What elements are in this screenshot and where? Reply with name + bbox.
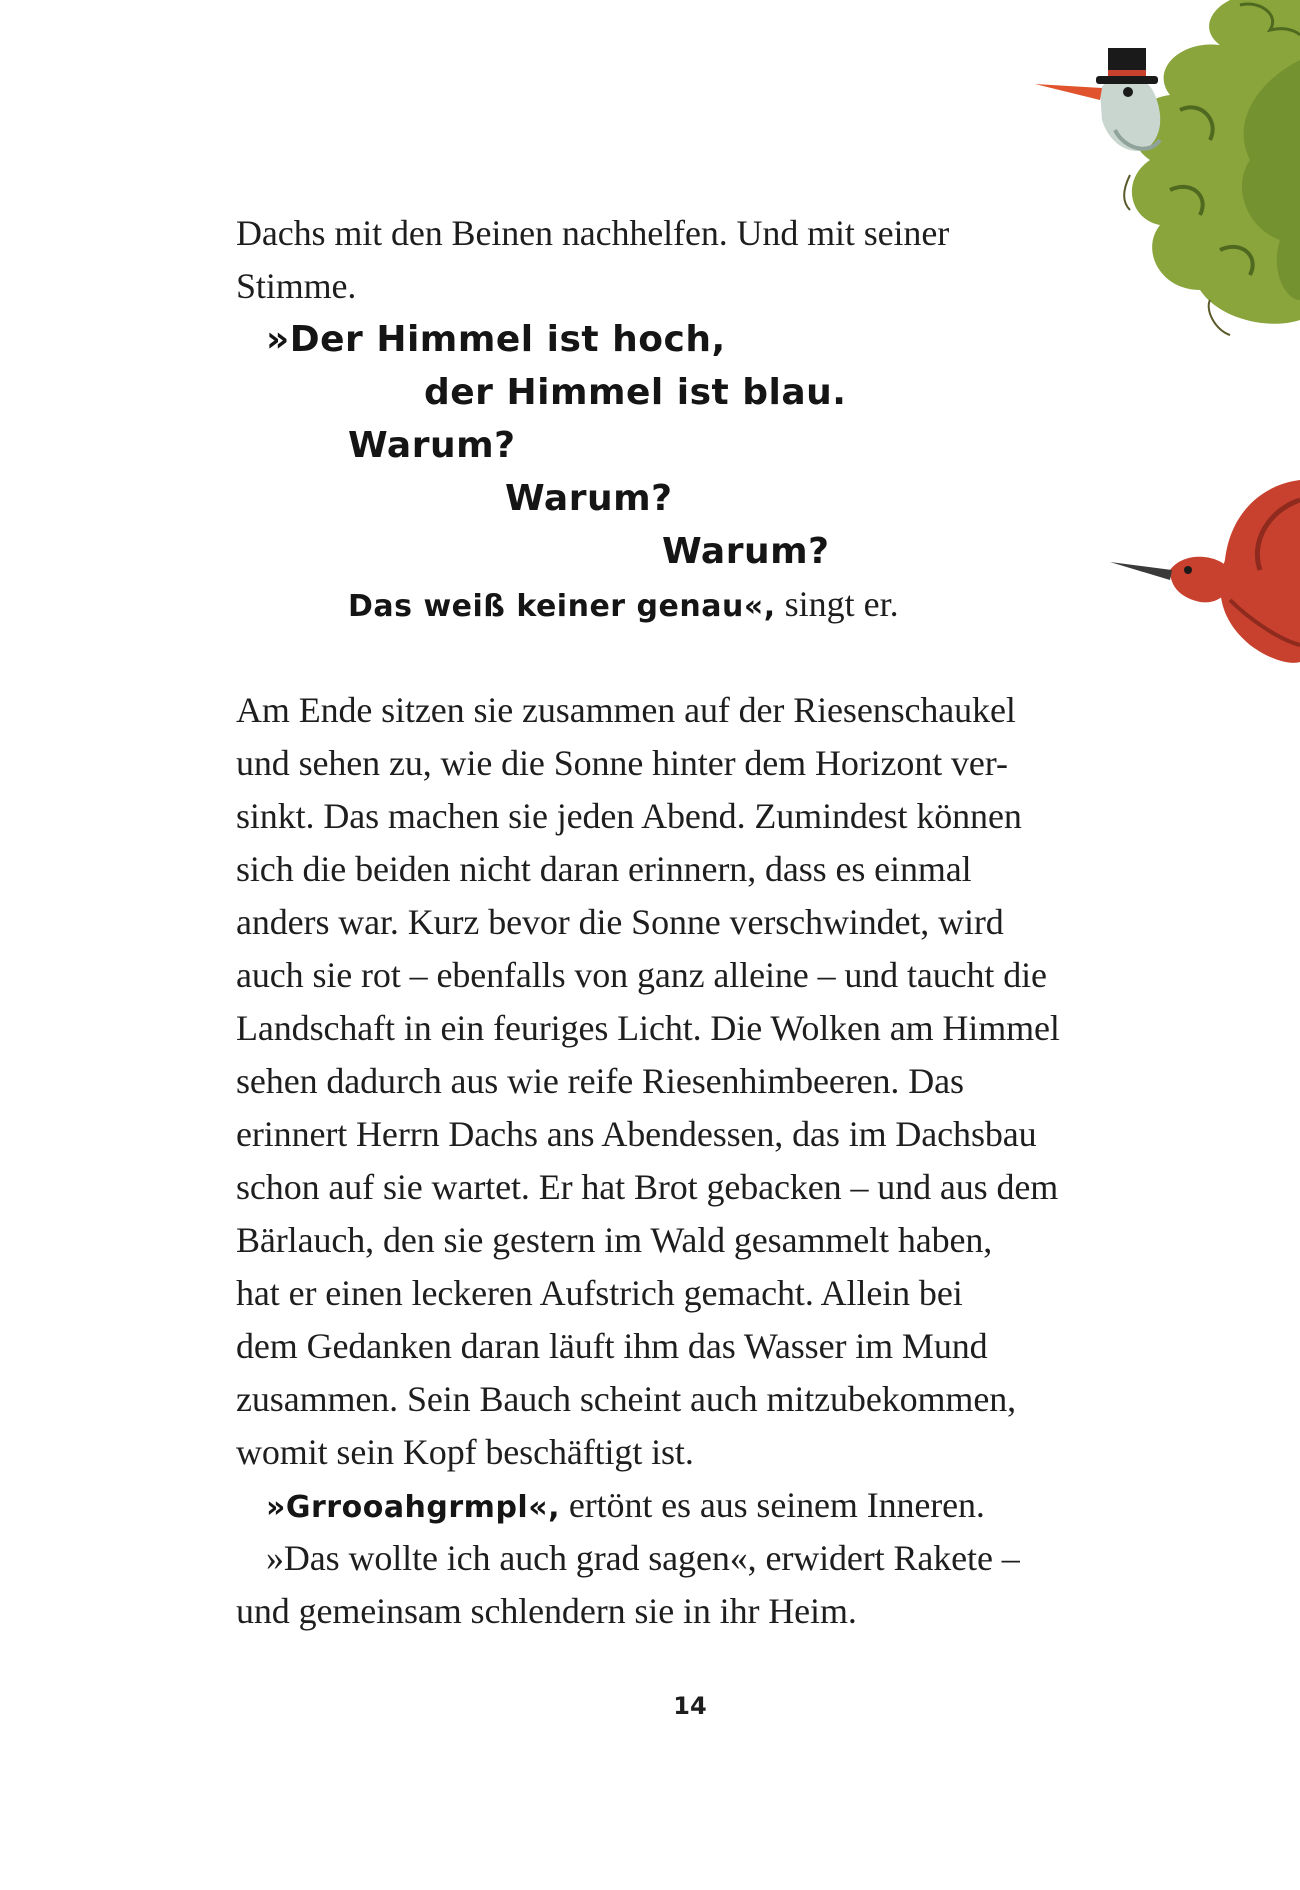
song-line: Warum? xyxy=(505,478,673,519)
song-line: »Der Himmel ist hoch, xyxy=(266,319,726,360)
text-line: und sehen zu, wie die Sonne hinter dem Horizont ver- xyxy=(236,743,1008,783)
text-line: und gemeinsam schlendern sie in ihr Heim. xyxy=(236,1591,857,1631)
text-line: Bärlauch, den sie gestern im Wald gesammelt haben, xyxy=(236,1220,993,1260)
main-paragraph xyxy=(236,684,1136,1638)
text-line: zusammen. Sein Bauch scheint auch mitzubekommen, xyxy=(236,1379,1016,1419)
text-line: sehen dadurch aus wie reife Riesenhimbeeren. Das xyxy=(236,1061,964,1101)
song-line-final xyxy=(348,578,899,633)
text-line: Landschaft in ein feuriges Licht. Die Wolken am Himmel xyxy=(236,1008,1060,1048)
page-number: 14 xyxy=(673,1692,707,1720)
text-line: sinkt. Das machen sie jeden Abend. Zumindest können xyxy=(236,796,1022,836)
text-line: erinnert Herrn Dachs ans Abendessen, das im Dachsbau xyxy=(236,1114,1037,1154)
text-line: Stimme. xyxy=(236,266,357,306)
song-final-bold: Das weiß keiner genau«, xyxy=(348,589,776,624)
text-line: dem Gedanken daran läuft ihm das Wasser im Mund xyxy=(236,1326,988,1366)
dialogue-line: »Das wollte ich auch grad sagen«, erwidert Rakete – xyxy=(266,1538,1020,1578)
dialogue-rest: ertönt es aus seinem Inneren. xyxy=(559,1485,985,1525)
text-line: womit sein Kopf beschäftigt ist. xyxy=(236,1432,694,1472)
song-line: der Himmel ist blau. xyxy=(424,372,847,413)
bush-icon xyxy=(1124,0,1300,335)
text-line: anders war. Kurz bevor die Sonne verschwindet, wird xyxy=(236,902,1004,942)
dialogue-line xyxy=(236,1479,1136,1532)
song-line: Warum? xyxy=(662,531,830,572)
red-bird-icon xyxy=(1110,480,1300,663)
intro-text xyxy=(236,207,1136,313)
text-line: auch sie rot – ebenfalls von ganz alleine – und taucht die xyxy=(236,955,1047,995)
text-line: Dachs mit den Beinen nachhelfen. Und mit seiner xyxy=(236,213,950,253)
bird-icon xyxy=(1035,48,1160,151)
text-line: Am Ende sitzen sie zusammen auf der Riesenschaukel xyxy=(236,690,1016,730)
text-line: sich die beiden nicht daran erinnern, dass es einmal xyxy=(236,849,972,889)
text-line: schon auf sie wartet. Er hat Brot gebacken – und aus dem xyxy=(236,1167,1059,1207)
song-final-rest: singt er. xyxy=(775,584,899,624)
text-line: hat er einen leckeren Aufstrich gemacht. Allein bei xyxy=(236,1273,963,1313)
dialogue-bold: »Grrooahgrmpl«, xyxy=(266,1490,560,1525)
song-line: Warum? xyxy=(348,425,516,466)
red-bird-illustration xyxy=(1110,470,1300,680)
